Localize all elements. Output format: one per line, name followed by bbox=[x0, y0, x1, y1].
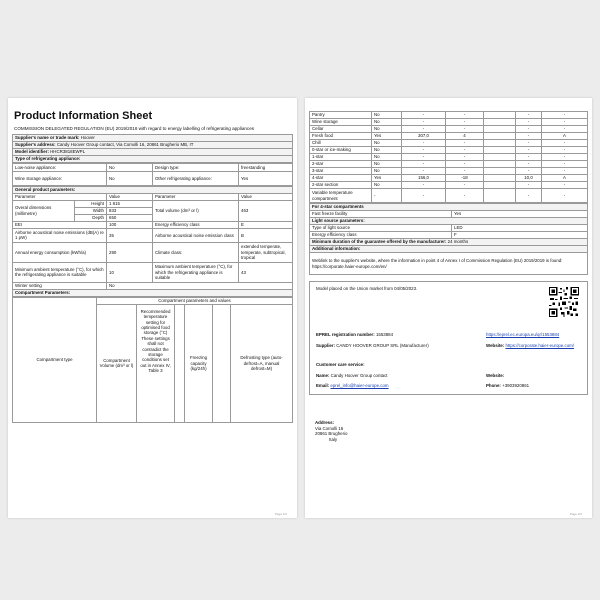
compartment-freeze-cell: - bbox=[516, 147, 542, 154]
total-volume-label: Total volume (dm³ or l) bbox=[153, 200, 239, 221]
compartment-defrost-cell: A bbox=[542, 175, 588, 182]
compartment-defrost-cell: - bbox=[542, 147, 588, 154]
weblink-url[interactable]: https://corporate.haier-europe.com/en/ bbox=[312, 263, 387, 269]
compartment-present-cell: No bbox=[372, 161, 402, 168]
compartment-row bbox=[310, 140, 588, 147]
page-number-left: Page 1/2 bbox=[274, 512, 287, 516]
placed-text: Model placed on the Union market from 04/05/2023. bbox=[316, 286, 418, 291]
climate-value: extended temperate, temperate, subtropical, tropical bbox=[239, 242, 293, 262]
design-type-value: freestanding bbox=[239, 163, 293, 171]
height-value: 1 815 bbox=[107, 200, 153, 207]
sheet-title: Product Information Sheet bbox=[14, 110, 153, 122]
wine-value: No bbox=[107, 171, 153, 185]
compartment-type-cell: Wine storage bbox=[310, 119, 372, 126]
model-value: HHCR3818EWPL bbox=[50, 149, 86, 155]
compartment-type-cell: Variable temperature compartment bbox=[310, 189, 372, 203]
depth-label: Depth bbox=[75, 214, 107, 221]
light-class-value: F bbox=[452, 232, 588, 239]
compartment-defrost-cell: - bbox=[542, 154, 588, 161]
compartment-freeze-cell: - bbox=[516, 140, 542, 147]
freezing-header: Freezing capacity (kg/24h) bbox=[185, 304, 213, 422]
email-label: Email: bbox=[316, 383, 330, 388]
right-page bbox=[305, 98, 592, 518]
compartment-volume-cell: - bbox=[402, 112, 446, 119]
height-label: Height bbox=[75, 200, 107, 207]
supplier-label: Supplier: bbox=[316, 343, 336, 348]
min-temp-label: Minimum ambient temperature (°C), for which the refrigerating appliance is suitable bbox=[13, 262, 107, 282]
care-label: Customer care service: bbox=[316, 362, 365, 367]
winter-value: No bbox=[107, 282, 293, 289]
compartment-type-cell: 3-star bbox=[310, 168, 372, 175]
max-temp-value: 43 bbox=[239, 262, 293, 282]
climate-label: Climate class: bbox=[153, 242, 239, 262]
comp-volume-header: Compartment Volume (dm³ or l) bbox=[97, 304, 137, 422]
compartment-label: Compartment Parameters: bbox=[13, 289, 293, 296]
noise-label: Airborne acoustical noise emissions (dB(A) re 1 pW) bbox=[13, 228, 107, 242]
compartment-temp-cell: - bbox=[446, 112, 484, 119]
four-star-label: For 4-star compartments bbox=[310, 204, 588, 211]
compartment-defrost-cell: A bbox=[542, 133, 588, 140]
annual-value: 290 bbox=[107, 242, 153, 262]
compartment-volume-cell: 307,0 bbox=[402, 133, 446, 140]
compartment-type-cell: 1-star bbox=[310, 154, 372, 161]
winter-label: Winter setting bbox=[13, 282, 107, 289]
other-value: Yes bbox=[239, 171, 293, 185]
compartment-temp-cell: - bbox=[446, 168, 484, 175]
max-temp-label: Maximum ambient temperature (°C), for which the refrigerating appliance is suitable bbox=[153, 262, 239, 282]
compartment-spacer-cell bbox=[484, 112, 516, 119]
total-volume-value: 463 bbox=[239, 200, 293, 221]
qr-code-icon bbox=[549, 287, 579, 317]
name-label: Name: bbox=[316, 373, 330, 378]
compartment-type-cell: Cellar bbox=[310, 126, 372, 133]
compartment-row bbox=[310, 147, 588, 154]
compartment-present-cell: - bbox=[372, 189, 402, 203]
design-type-label: Design type: bbox=[153, 163, 239, 171]
compartment-spacer-cell bbox=[484, 182, 516, 189]
compartment-spacer-cell bbox=[484, 119, 516, 126]
light-type-value: LED bbox=[452, 225, 588, 232]
compartment-freeze-cell: - bbox=[516, 133, 542, 140]
annual-label: Annual energy consumption (kWh/a) bbox=[13, 242, 107, 262]
phone-value: +3903920861 bbox=[502, 383, 530, 388]
website-value[interactable]: https://corporate.haier-europe.com/ bbox=[505, 343, 575, 348]
light-label: Light source parameters: bbox=[310, 218, 588, 225]
address-line-1: Via Comolli 16 bbox=[315, 425, 344, 431]
comp-params-header: Compartment parameters and values bbox=[97, 297, 293, 304]
model-label: Model identifier: bbox=[15, 149, 49, 155]
compartment-present-cell: Yes bbox=[372, 133, 402, 140]
compartment-row bbox=[310, 161, 588, 168]
website-label: Website: bbox=[486, 343, 505, 348]
compartment-volume-cell: - bbox=[402, 161, 446, 168]
compartment-defrost-cell: - bbox=[542, 126, 588, 133]
compartment-spacer-cell bbox=[484, 154, 516, 161]
compartment-spacer-cell bbox=[484, 175, 516, 182]
compartment-defrost-cell: - bbox=[542, 112, 588, 119]
overall-dim-label: Overal dimensions (millimetre) bbox=[13, 200, 75, 221]
compartment-volume-cell: - bbox=[402, 189, 446, 203]
regulation-text: COMMISSION DELEGATED REGULATION (EU) 2019/2016 with regard to energy labelling of refrigerating appliances bbox=[14, 126, 255, 131]
compartment-row bbox=[310, 119, 588, 126]
general-params-table bbox=[12, 186, 293, 297]
address-block bbox=[315, 420, 347, 442]
compartment-spacer-cell bbox=[484, 161, 516, 168]
eprel-value: 1553884 bbox=[375, 332, 394, 337]
wine-label: Wine storage appliance: bbox=[13, 171, 107, 185]
compartment-freeze-cell: - bbox=[516, 189, 542, 203]
type-label: Type of refrigerating appliance: bbox=[13, 155, 293, 162]
noise-class-label: Airborne acoustical noise emission class bbox=[153, 228, 239, 242]
compartment-defrost-cell: - bbox=[542, 140, 588, 147]
eei-label: EEI bbox=[13, 221, 107, 228]
compartment-present-cell: No bbox=[372, 126, 402, 133]
min-temp-value: 10 bbox=[107, 262, 153, 282]
compartment-volume-cell: - bbox=[402, 154, 446, 161]
phone-label: Phone: bbox=[486, 383, 501, 388]
compartment-row bbox=[310, 168, 588, 175]
fast-freeze-value: Yes bbox=[452, 211, 588, 218]
param-header: Parameter bbox=[13, 193, 107, 200]
eprel-box bbox=[309, 281, 588, 395]
guarantee-value: 24 months bbox=[447, 239, 469, 245]
compartment-present-cell: Yes bbox=[372, 175, 402, 182]
compartment-type-cell: 0-star or ice-making bbox=[310, 147, 372, 154]
compartment-type-cell: 2-star bbox=[310, 161, 372, 168]
compartment-present-cell: No bbox=[372, 168, 402, 175]
compartment-freeze-cell: - bbox=[516, 168, 542, 175]
compartment-temp-cell: - bbox=[446, 119, 484, 126]
compartment-present-cell: No bbox=[372, 182, 402, 189]
other-label: Other refrigerating appliance: bbox=[153, 171, 239, 185]
supplier-table bbox=[12, 134, 293, 163]
depth-value: 650 bbox=[107, 214, 153, 221]
comp-type-header: Compartment type bbox=[13, 297, 97, 422]
compartment-volume-cell: - bbox=[402, 126, 446, 133]
compartment-present-cell: No bbox=[372, 112, 402, 119]
compartment-volume-cell: - bbox=[402, 168, 446, 175]
weblink-text: Weblink to the supplier's website, where the information in point 4 of Annex I of Commission Regulation (EU) 2019/2019 is found: bbox=[312, 258, 563, 264]
compartment-freeze-cell: 10,0 bbox=[516, 175, 542, 182]
compartment-temp-cell: - bbox=[446, 154, 484, 161]
compartment-row bbox=[310, 154, 588, 161]
compartment-temp-cell: - bbox=[446, 161, 484, 168]
width-value: 833 bbox=[107, 207, 153, 214]
compartment-freeze-cell: - bbox=[516, 119, 542, 126]
compartment-spacer-cell bbox=[484, 133, 516, 140]
compartment-volume-cell: 156,0 bbox=[402, 175, 446, 182]
noise-class-value: B bbox=[239, 228, 293, 242]
compartment-volume-cell: - bbox=[402, 140, 446, 147]
compartment-present-cell: No bbox=[372, 147, 402, 154]
compartment-freeze-cell: - bbox=[516, 126, 542, 133]
compartment-freeze-cell: - bbox=[516, 112, 542, 119]
compartment-row bbox=[310, 182, 588, 189]
name-value: Candy Hoover Group contact bbox=[330, 373, 388, 378]
compartment-temp-cell: - bbox=[446, 147, 484, 154]
compartment-volume-cell: - bbox=[402, 147, 446, 154]
address-line-2: 20861 Brugherio bbox=[315, 431, 348, 437]
compartment-volume-cell: - bbox=[402, 182, 446, 189]
compartment-freeze-cell: - bbox=[516, 182, 542, 189]
compartment-spacer-cell bbox=[484, 168, 516, 175]
compartment-freeze-cell: - bbox=[516, 161, 542, 168]
guarantee-label: Minimum duration of the guarantee offered by the manufacturer: bbox=[312, 239, 447, 245]
compartment-type-cell: 4-star bbox=[310, 175, 372, 182]
compartment-spacer-cell bbox=[484, 147, 516, 154]
compartment-type-cell: Chill bbox=[310, 140, 372, 147]
compartment-volume-cell: - bbox=[402, 119, 446, 126]
website2-label: Website: bbox=[486, 373, 505, 378]
compartment-temp-cell: - bbox=[446, 140, 484, 147]
compartment-row bbox=[310, 126, 588, 133]
fast-freeze-label: Fast freeze facility bbox=[310, 211, 452, 218]
supplier-name-value: Hoover bbox=[80, 135, 95, 141]
compartment-defrost-cell: - bbox=[542, 189, 588, 203]
compartment-temp-cell: - bbox=[446, 189, 484, 203]
compartment-temp-cell: 4 bbox=[446, 133, 484, 140]
compartment-row bbox=[310, 189, 588, 203]
compartment-present-cell: No bbox=[372, 140, 402, 147]
compartment-type-cell: Pantry bbox=[310, 112, 372, 119]
compartment-temp-cell: - bbox=[446, 182, 484, 189]
compartment-header-table bbox=[12, 297, 293, 423]
noise-value: 35 bbox=[107, 228, 153, 242]
supplier-address-value: Candy Hoover Group contact, Via Comolli 16, 20861 Brugherio MB, IT bbox=[56, 142, 194, 148]
compartment-row bbox=[310, 112, 588, 119]
email-value[interactable]: eprel_info@haier-europe.com bbox=[330, 383, 389, 388]
compartment-row bbox=[310, 133, 588, 140]
compartment-row bbox=[310, 175, 588, 182]
address-label: Address: bbox=[315, 420, 335, 425]
compartment-defrost-cell: - bbox=[542, 119, 588, 126]
supplier-name-label: Supplier's name or trade mark: bbox=[15, 135, 80, 141]
general-label: General product parameters: bbox=[13, 186, 293, 193]
left-page bbox=[8, 98, 297, 518]
page-number-right: Page 2/2 bbox=[569, 512, 582, 516]
compartment-spacer-cell bbox=[484, 126, 516, 133]
compartment-type-cell: Fresh food bbox=[310, 133, 372, 140]
value-header: Value bbox=[107, 193, 153, 200]
width-label: Width bbox=[75, 207, 107, 214]
compartment-temp-cell: - bbox=[446, 126, 484, 133]
compartment-type-cell: 2-star section bbox=[310, 182, 372, 189]
param-header-2: Parameter bbox=[153, 193, 239, 200]
compartments-table bbox=[309, 111, 588, 203]
eprel-url[interactable]: https://eprel.ec.europa.eu/qr/1553884 bbox=[486, 332, 560, 337]
ee-class-label: Energy efficiency class bbox=[153, 221, 239, 228]
compartment-temp-cell: -18 bbox=[446, 175, 484, 182]
ee-class-value: E bbox=[239, 221, 293, 228]
defrost-header: Defrosting type (auto-defrost=A, manual defrost=M) bbox=[231, 304, 293, 422]
address-line-3: Italy bbox=[329, 436, 338, 442]
eprel-label: EPREL registration number: bbox=[316, 332, 375, 337]
compartment-present-cell: No bbox=[372, 154, 402, 161]
light-class-label: Energy efficiency class bbox=[310, 232, 452, 239]
light-type-label: Type of light source bbox=[310, 225, 452, 232]
value-header-2: Value bbox=[239, 193, 293, 200]
compartment-defrost-cell: - bbox=[542, 168, 588, 175]
compartment-defrost-cell: - bbox=[542, 182, 588, 189]
low-noise-label: Low-noise appliance: bbox=[13, 163, 107, 171]
eei-value: 100 bbox=[107, 221, 153, 228]
compartment-spacer-cell bbox=[484, 189, 516, 203]
low-noise-value: No bbox=[107, 163, 153, 171]
compartment-present-cell: No bbox=[372, 119, 402, 126]
recommended-header: Recommended temperature setting for optimised food storage (°C) These settings shall not contradict the storage conditions set out in Annex IV, Table 3 bbox=[137, 304, 175, 422]
appliance-type-table bbox=[12, 163, 293, 186]
additional-label: Additional information: bbox=[310, 246, 588, 253]
supplier-address-label: Supplier's address: bbox=[15, 142, 56, 148]
four-star-table bbox=[309, 203, 588, 275]
supplier-value: CANDY HOOVER GROUP SRL (Manufacturer) bbox=[336, 343, 429, 348]
compartment-freeze-cell: - bbox=[516, 154, 542, 161]
compartment-spacer-cell bbox=[484, 140, 516, 147]
compartment-defrost-cell: - bbox=[542, 161, 588, 168]
